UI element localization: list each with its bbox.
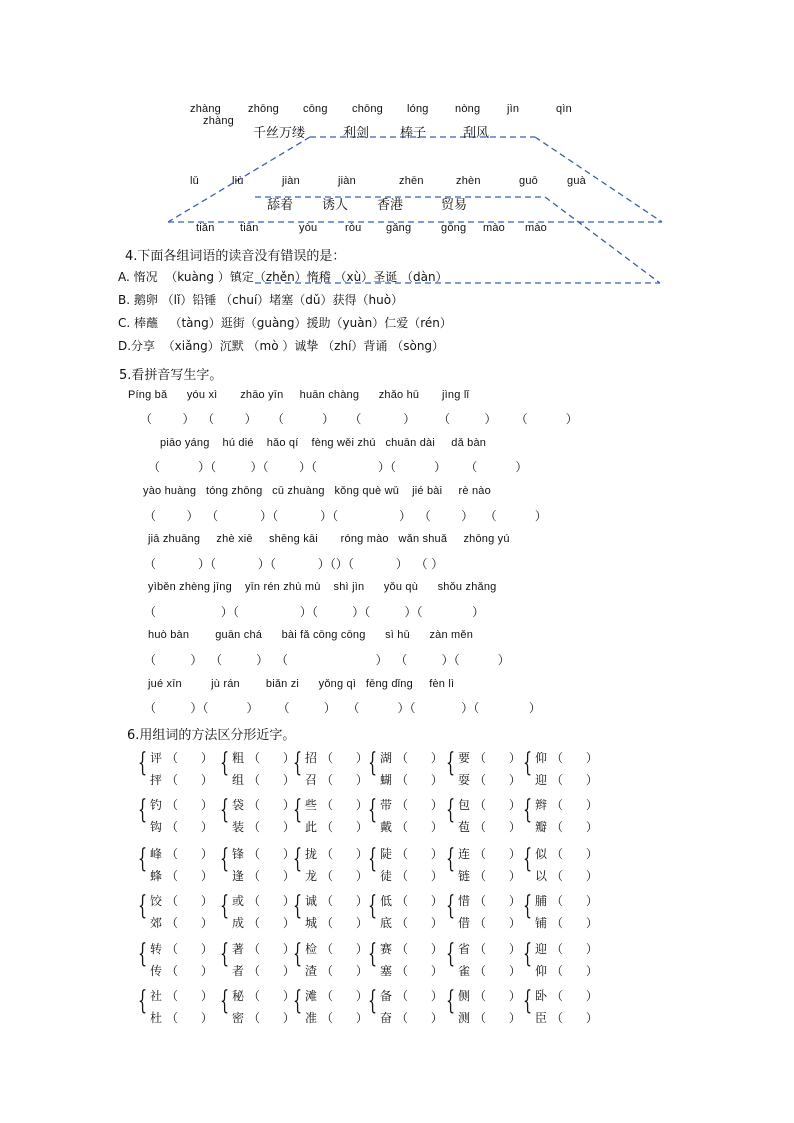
word1-3: 刮风 — [463, 126, 490, 141]
similar-char-评: 评 — [150, 751, 163, 765]
q5-pinyin-row-4: jiā zhuāng zhè xiē shēng kāi róng mào wǎn shuǎ zhōng yú — [148, 533, 510, 545]
word-answer-blank[interactable]: （ ） — [474, 798, 521, 812]
brace-mark: { — [138, 844, 148, 874]
py3-2: yòu — [299, 222, 318, 234]
similar-char-迎: 迎 — [535, 942, 548, 956]
word-answer-blank[interactable]: （ ） — [551, 916, 598, 930]
similar-char-带: 带 — [380, 798, 393, 812]
py1-6: jìn — [507, 103, 520, 115]
similar-char-要: 要 — [458, 751, 471, 765]
py2-6: guō — [519, 175, 538, 187]
word-answer-blank[interactable]: （ ） — [248, 1011, 295, 1025]
word-answer-blank[interactable]: （ ） — [551, 773, 598, 787]
brace-mark: { — [293, 795, 303, 825]
word2-3: 贸易 — [441, 198, 468, 213]
brace-mark: { — [523, 891, 533, 921]
q5-answer-row-6[interactable]: （ ） （ ） （ ） （ ）（ ） — [144, 653, 510, 667]
brace-mark: { — [220, 939, 230, 969]
q5-answer-row-2[interactable]: （ ）（ ）（ ）（ ）（ ） （ ） — [148, 460, 528, 474]
similar-char-蜂: 蜂 — [150, 869, 163, 883]
word1-2: 棒子 — [400, 126, 427, 141]
word-answer-blank[interactable]: （ ） — [321, 847, 368, 861]
similar-char-铺: 铺 — [535, 916, 548, 930]
brace-mark: { — [368, 748, 378, 778]
similar-char-底: 底 — [380, 916, 393, 930]
py1-3: chōng — [352, 103, 383, 115]
q5-answer-row-1[interactable]: （ ） （ ） （ ） （ ） （ ） （ ） — [140, 412, 578, 426]
word-answer-blank[interactable]: （ ） — [474, 1011, 521, 1025]
word-answer-blank[interactable]: （ ） — [166, 964, 213, 978]
word-answer-blank[interactable]: （ ） — [396, 798, 443, 812]
word-answer-blank[interactable]: （ ） — [474, 847, 521, 861]
py2-4: zhēn — [399, 175, 424, 187]
q5-answer-row-3[interactable]: （ ） （ ）（ ）（ ） （ ） （ ） — [144, 509, 547, 523]
word-answer-blank[interactable]: （ ） — [551, 798, 598, 812]
similar-char-城: 城 — [305, 916, 318, 930]
q4-title: 4.下面各组词语的读音没有错误的是： — [125, 249, 346, 264]
py3-1: tiān — [240, 222, 259, 234]
similar-char-社: 社 — [150, 989, 163, 1003]
similar-char-耍: 耍 — [458, 773, 471, 787]
similar-char-辫: 辫 — [535, 798, 548, 812]
py1-5: nòng — [455, 103, 481, 115]
q5-pinyin-row-7: jué xīn jù rán biǎn zi yǒng qì fēng dǐng fèn lì — [148, 678, 455, 690]
brace-mark: { — [523, 795, 533, 825]
similar-char-渣: 渣 — [305, 964, 318, 978]
q4-option-c[interactable]: C. 棒蘸 （tàng）逛街（guàng）援助（yuàn）仁爱（rén） — [118, 316, 452, 330]
similar-char-陡: 陡 — [380, 847, 393, 861]
brace-mark: { — [293, 844, 303, 874]
word-answer-blank[interactable]: （ ） — [321, 773, 368, 787]
word-answer-blank[interactable]: （ ） — [551, 869, 598, 883]
word-answer-blank[interactable]: （ ） — [321, 989, 368, 1003]
word-answer-blank[interactable]: （ ） — [248, 869, 295, 883]
word-answer-blank[interactable]: （ ） — [396, 773, 443, 787]
word-answer-blank[interactable]: （ ） — [321, 751, 368, 765]
similar-char-转: 转 — [150, 942, 163, 956]
q5-answer-row-4[interactable]: （ ）（ ）（ ）（）（ ） （ ） — [144, 557, 444, 571]
brace-mark: { — [368, 939, 378, 969]
word-answer-blank[interactable]: （ ） — [396, 964, 443, 978]
py1-2: cōng — [303, 103, 328, 115]
similar-char-赛: 赛 — [380, 942, 393, 956]
similar-char-些: 些 — [305, 798, 318, 812]
similar-char-迎: 迎 — [535, 773, 548, 787]
word-answer-blank[interactable]: （ ） — [396, 869, 443, 883]
word-answer-blank[interactable]: （ ） — [248, 989, 295, 1003]
similar-char-郊: 郊 — [150, 916, 163, 930]
brace-mark: { — [220, 795, 230, 825]
word2-1: 诱人 — [322, 198, 349, 213]
word-answer-blank[interactable]: （ ） — [396, 751, 443, 765]
word-answer-blank[interactable]: （ ） — [474, 773, 521, 787]
similar-char-袋: 袋 — [232, 798, 245, 812]
brace-mark: { — [368, 986, 378, 1016]
word-answer-blank[interactable]: （ ） — [551, 894, 598, 908]
brace-mark: { — [220, 748, 230, 778]
word-answer-blank[interactable]: （ ） — [166, 773, 213, 787]
similar-char-逢: 逢 — [232, 869, 245, 883]
similar-char-奋: 奋 — [380, 1011, 393, 1025]
py1-1: zhōng — [248, 103, 279, 115]
brace-mark: { — [138, 939, 148, 969]
similar-char-侧: 侧 — [458, 989, 471, 1003]
similar-char-抨: 抨 — [150, 773, 163, 787]
similar-char-招: 招 — [305, 751, 318, 765]
word-answer-blank[interactable]: （ ） — [321, 942, 368, 956]
brace-mark: { — [138, 986, 148, 1016]
word-answer-blank[interactable]: （ ） — [474, 894, 521, 908]
similar-char-湖: 湖 — [380, 751, 393, 765]
similar-char-臣: 臣 — [535, 1011, 548, 1025]
brace-mark: { — [138, 748, 148, 778]
word-answer-blank[interactable]: （ ） — [166, 1011, 213, 1025]
q5-pinyin-row-5: yìběn zhèng jīng yīn rén zhù mù shì jìn yǒu qù shǒu zhǎng — [148, 581, 497, 593]
q5-title: 5.看拼音写生字。 — [119, 368, 223, 383]
word-answer-blank[interactable]: （ ） — [248, 964, 295, 978]
word-answer-blank[interactable]: （ ） — [551, 942, 598, 956]
brace-mark: { — [523, 939, 533, 969]
brace-mark: { — [293, 891, 303, 921]
brace-mark: { — [368, 795, 378, 825]
brace-mark: { — [446, 891, 456, 921]
word-answer-blank[interactable]: （ ） — [396, 942, 443, 956]
brace-mark: { — [138, 891, 148, 921]
similar-char-徒: 徒 — [380, 869, 393, 883]
brace-mark: { — [293, 939, 303, 969]
similar-char-或: 或 — [232, 894, 245, 908]
similar-char-惜: 惜 — [458, 894, 471, 908]
word-answer-blank[interactable]: （ ） — [321, 820, 368, 834]
similar-char-苞: 苞 — [458, 820, 471, 834]
word-answer-blank[interactable]: （ ） — [321, 869, 368, 883]
py3-6: mào — [483, 222, 505, 234]
word-answer-blank[interactable]: （ ） — [474, 916, 521, 930]
word-answer-blank[interactable]: （ ） — [551, 847, 598, 861]
similar-char-雀: 雀 — [458, 964, 471, 978]
word-answer-blank[interactable]: （ ） — [321, 798, 368, 812]
similar-char-塞: 塞 — [380, 964, 393, 978]
q6-title: 6.用组词的方法区分形近字。 — [127, 728, 296, 743]
word-answer-blank[interactable]: （ ） — [321, 916, 368, 930]
word2-0: 舔着 — [267, 198, 294, 213]
word-answer-blank[interactable]: （ ） — [551, 989, 598, 1003]
similar-char-省: 省 — [458, 942, 471, 956]
word-answer-blank[interactable]: （ ） — [248, 894, 295, 908]
q5-pinyin-row-6: huò bàn guān chá bài fǎ cōng cōng sì hū zàn měn — [148, 629, 474, 641]
word2-2: 香港 — [377, 198, 404, 213]
word-answer-blank[interactable]: （ ） — [551, 751, 598, 765]
similar-char-借: 借 — [458, 916, 471, 930]
brace-mark: { — [446, 986, 456, 1016]
word-answer-blank[interactable]: （ ） — [474, 869, 521, 883]
similar-char-仰: 仰 — [535, 964, 548, 978]
word-answer-blank[interactable]: （ ） — [166, 798, 213, 812]
word1-1: 利剑 — [343, 126, 370, 141]
word-answer-blank[interactable]: （ ） — [166, 847, 213, 861]
similar-char-召: 召 — [305, 773, 318, 787]
brace-mark: { — [523, 748, 533, 778]
brace-mark: { — [523, 986, 533, 1016]
word-answer-blank[interactable]: （ ） — [474, 964, 521, 978]
brace-mark: { — [446, 844, 456, 874]
py2-2: jiàn — [282, 175, 300, 187]
word-answer-blank[interactable]: （ ） — [474, 989, 521, 1003]
word-answer-blank[interactable]: （ ） — [248, 773, 295, 787]
word-answer-blank[interactable]: （ ） — [321, 1011, 368, 1025]
similar-char-蝴: 蝴 — [380, 773, 393, 787]
brace-mark: { — [293, 986, 303, 1016]
word-answer-blank[interactable]: （ ） — [396, 1011, 443, 1025]
word-answer-blank[interactable]: （ ） — [396, 894, 443, 908]
py2-1: liù — [232, 175, 244, 187]
word-answer-blank[interactable]: （ ） — [166, 820, 213, 834]
word-answer-blank[interactable]: （ ） — [248, 942, 295, 956]
pinyin-row-1: zhàng — [203, 115, 235, 127]
word-answer-blank[interactable]: （ ） — [551, 1011, 598, 1025]
word1-0: 千丝万缕 — [253, 126, 306, 141]
word-answer-blank[interactable]: （ ） — [474, 942, 521, 956]
brace-mark: { — [220, 986, 230, 1016]
similar-char-密: 密 — [232, 1011, 245, 1025]
q5-pinyin-row-1: Píng bǎ yóu xì zhāo yīn huān chàng zhǎo hū jìng lǐ — [128, 389, 470, 401]
q4-option-a[interactable]: A. 惰况 （kuàng ）镇定（zhěn）惰稽 （xù）圣诞 （dàn） — [118, 270, 448, 284]
brace-mark: { — [446, 795, 456, 825]
word-answer-blank[interactable]: （ ） — [166, 869, 213, 883]
brace-mark: { — [138, 795, 148, 825]
brace-mark: { — [523, 844, 533, 874]
similar-char-戴: 戴 — [380, 820, 393, 834]
word-answer-blank[interactable]: （ ） — [396, 989, 443, 1003]
py3-4: gǎng — [386, 222, 412, 234]
similar-char-龙: 龙 — [305, 869, 318, 883]
py2-0: lǔ — [190, 175, 199, 187]
similar-char-粗: 粗 — [232, 751, 245, 765]
q5-answer-row-5[interactable]: （ ）（ ）（ ）（ ）（ ） — [144, 605, 485, 619]
word-answer-blank[interactable]: （ ） — [551, 820, 598, 834]
brace-mark: { — [368, 844, 378, 874]
similar-char-钓: 钓 — [150, 798, 163, 812]
word-answer-blank[interactable]: （ ） — [248, 798, 295, 812]
q4-option-b[interactable]: B. 鹅卵 （lǐ）铅锤 （chuí）堵塞（dǔ）获得（huò） — [118, 293, 404, 307]
similar-char-备: 备 — [380, 989, 393, 1003]
brace-mark: { — [220, 844, 230, 874]
similar-char-准: 准 — [305, 1011, 318, 1025]
q4-option-d[interactable]: D.分享 （xiǎng）沉默 （mò ）诚挚 （zhí）背诵 （sòng） — [118, 339, 445, 353]
py3-3: ròu — [345, 222, 362, 234]
word-answer-blank[interactable]: （ ） — [248, 916, 295, 930]
word-answer-blank[interactable]: （ ） — [166, 894, 213, 908]
similar-char-瓣: 瓣 — [535, 820, 548, 834]
word-answer-blank[interactable]: （ ） — [396, 820, 443, 834]
similar-char-成: 成 — [232, 916, 245, 930]
similar-char-以: 以 — [535, 869, 548, 883]
q5-pinyin-row-2: piāo yáng hú dié hǎo qí fèng wěi zhú chuān dài dǎ bàn — [160, 437, 487, 449]
word-answer-blank[interactable]: （ ） — [474, 751, 521, 765]
word-answer-blank[interactable]: （ ） — [248, 847, 295, 861]
similar-char-锋: 锋 — [232, 847, 245, 861]
word-answer-blank[interactable]: （ ） — [166, 751, 213, 765]
word-answer-blank[interactable]: （ ） — [166, 916, 213, 930]
similar-char-此: 此 — [305, 820, 318, 834]
word-answer-blank[interactable]: （ ） — [396, 916, 443, 930]
py1-0: zhàng — [190, 103, 221, 115]
py2-3: jiàn — [338, 175, 356, 187]
py1-4: lóng — [407, 103, 429, 115]
q5-pinyin-row-3: yào huàng tóng zhōng cū zhuàng kǒng què wǔ jié bài rè nào — [143, 485, 491, 497]
similar-char-链: 链 — [458, 869, 471, 883]
brace-mark: { — [368, 891, 378, 921]
word-answer-blank[interactable]: （ ） — [248, 820, 295, 834]
similar-char-秘: 秘 — [232, 989, 245, 1003]
word-answer-blank[interactable]: （ ） — [474, 820, 521, 834]
similar-char-诚: 诚 — [305, 894, 318, 908]
similar-char-仰: 仰 — [535, 751, 548, 765]
similar-char-卧: 卧 — [535, 989, 548, 1003]
word-answer-blank[interactable]: （ ） — [321, 894, 368, 908]
word-answer-blank[interactable]: （ ） — [321, 964, 368, 978]
py3-7: mào — [525, 222, 547, 234]
word-answer-blank[interactable]: （ ） — [396, 847, 443, 861]
similar-char-脯: 脯 — [535, 894, 548, 908]
brace-mark: { — [446, 748, 456, 778]
word-answer-blank[interactable]: （ ） — [166, 942, 213, 956]
similar-char-著: 著 — [232, 942, 245, 956]
brace-mark: { — [220, 891, 230, 921]
py1-7: qìn — [556, 103, 572, 115]
py2-5: zhèn — [456, 175, 481, 187]
word-answer-blank[interactable]: （ ） — [551, 964, 598, 978]
word-answer-blank[interactable]: （ ） — [166, 989, 213, 1003]
py2-7: guà — [567, 175, 586, 187]
similar-char-峰: 峰 — [150, 847, 163, 861]
similar-char-者: 者 — [232, 964, 245, 978]
brace-mark: { — [446, 939, 456, 969]
similar-char-钩: 钩 — [150, 820, 163, 834]
py3-5: gōng — [441, 222, 467, 234]
similar-char-测: 测 — [458, 1011, 471, 1025]
py3-0: tiǎn — [196, 222, 215, 234]
q5-answer-row-7[interactable]: （ ）（ ） （ ） （ ）（ ）（ ） — [144, 701, 541, 715]
similar-char-包: 包 — [458, 798, 471, 812]
similar-char-似: 似 — [535, 847, 548, 861]
similar-char-低: 低 — [380, 894, 393, 908]
similar-char-滩: 滩 — [305, 989, 318, 1003]
similar-char-饺: 饺 — [150, 894, 163, 908]
similar-char-连: 连 — [458, 847, 471, 861]
similar-char-杜: 杜 — [150, 1011, 163, 1025]
brace-mark: { — [293, 748, 303, 778]
word-answer-blank[interactable]: （ ） — [248, 751, 295, 765]
similar-char-检: 检 — [305, 942, 318, 956]
similar-char-拢: 拢 — [305, 847, 318, 861]
similar-char-装: 装 — [232, 820, 245, 834]
similar-char-传: 传 — [150, 964, 163, 978]
similar-char-组: 组 — [232, 773, 245, 787]
